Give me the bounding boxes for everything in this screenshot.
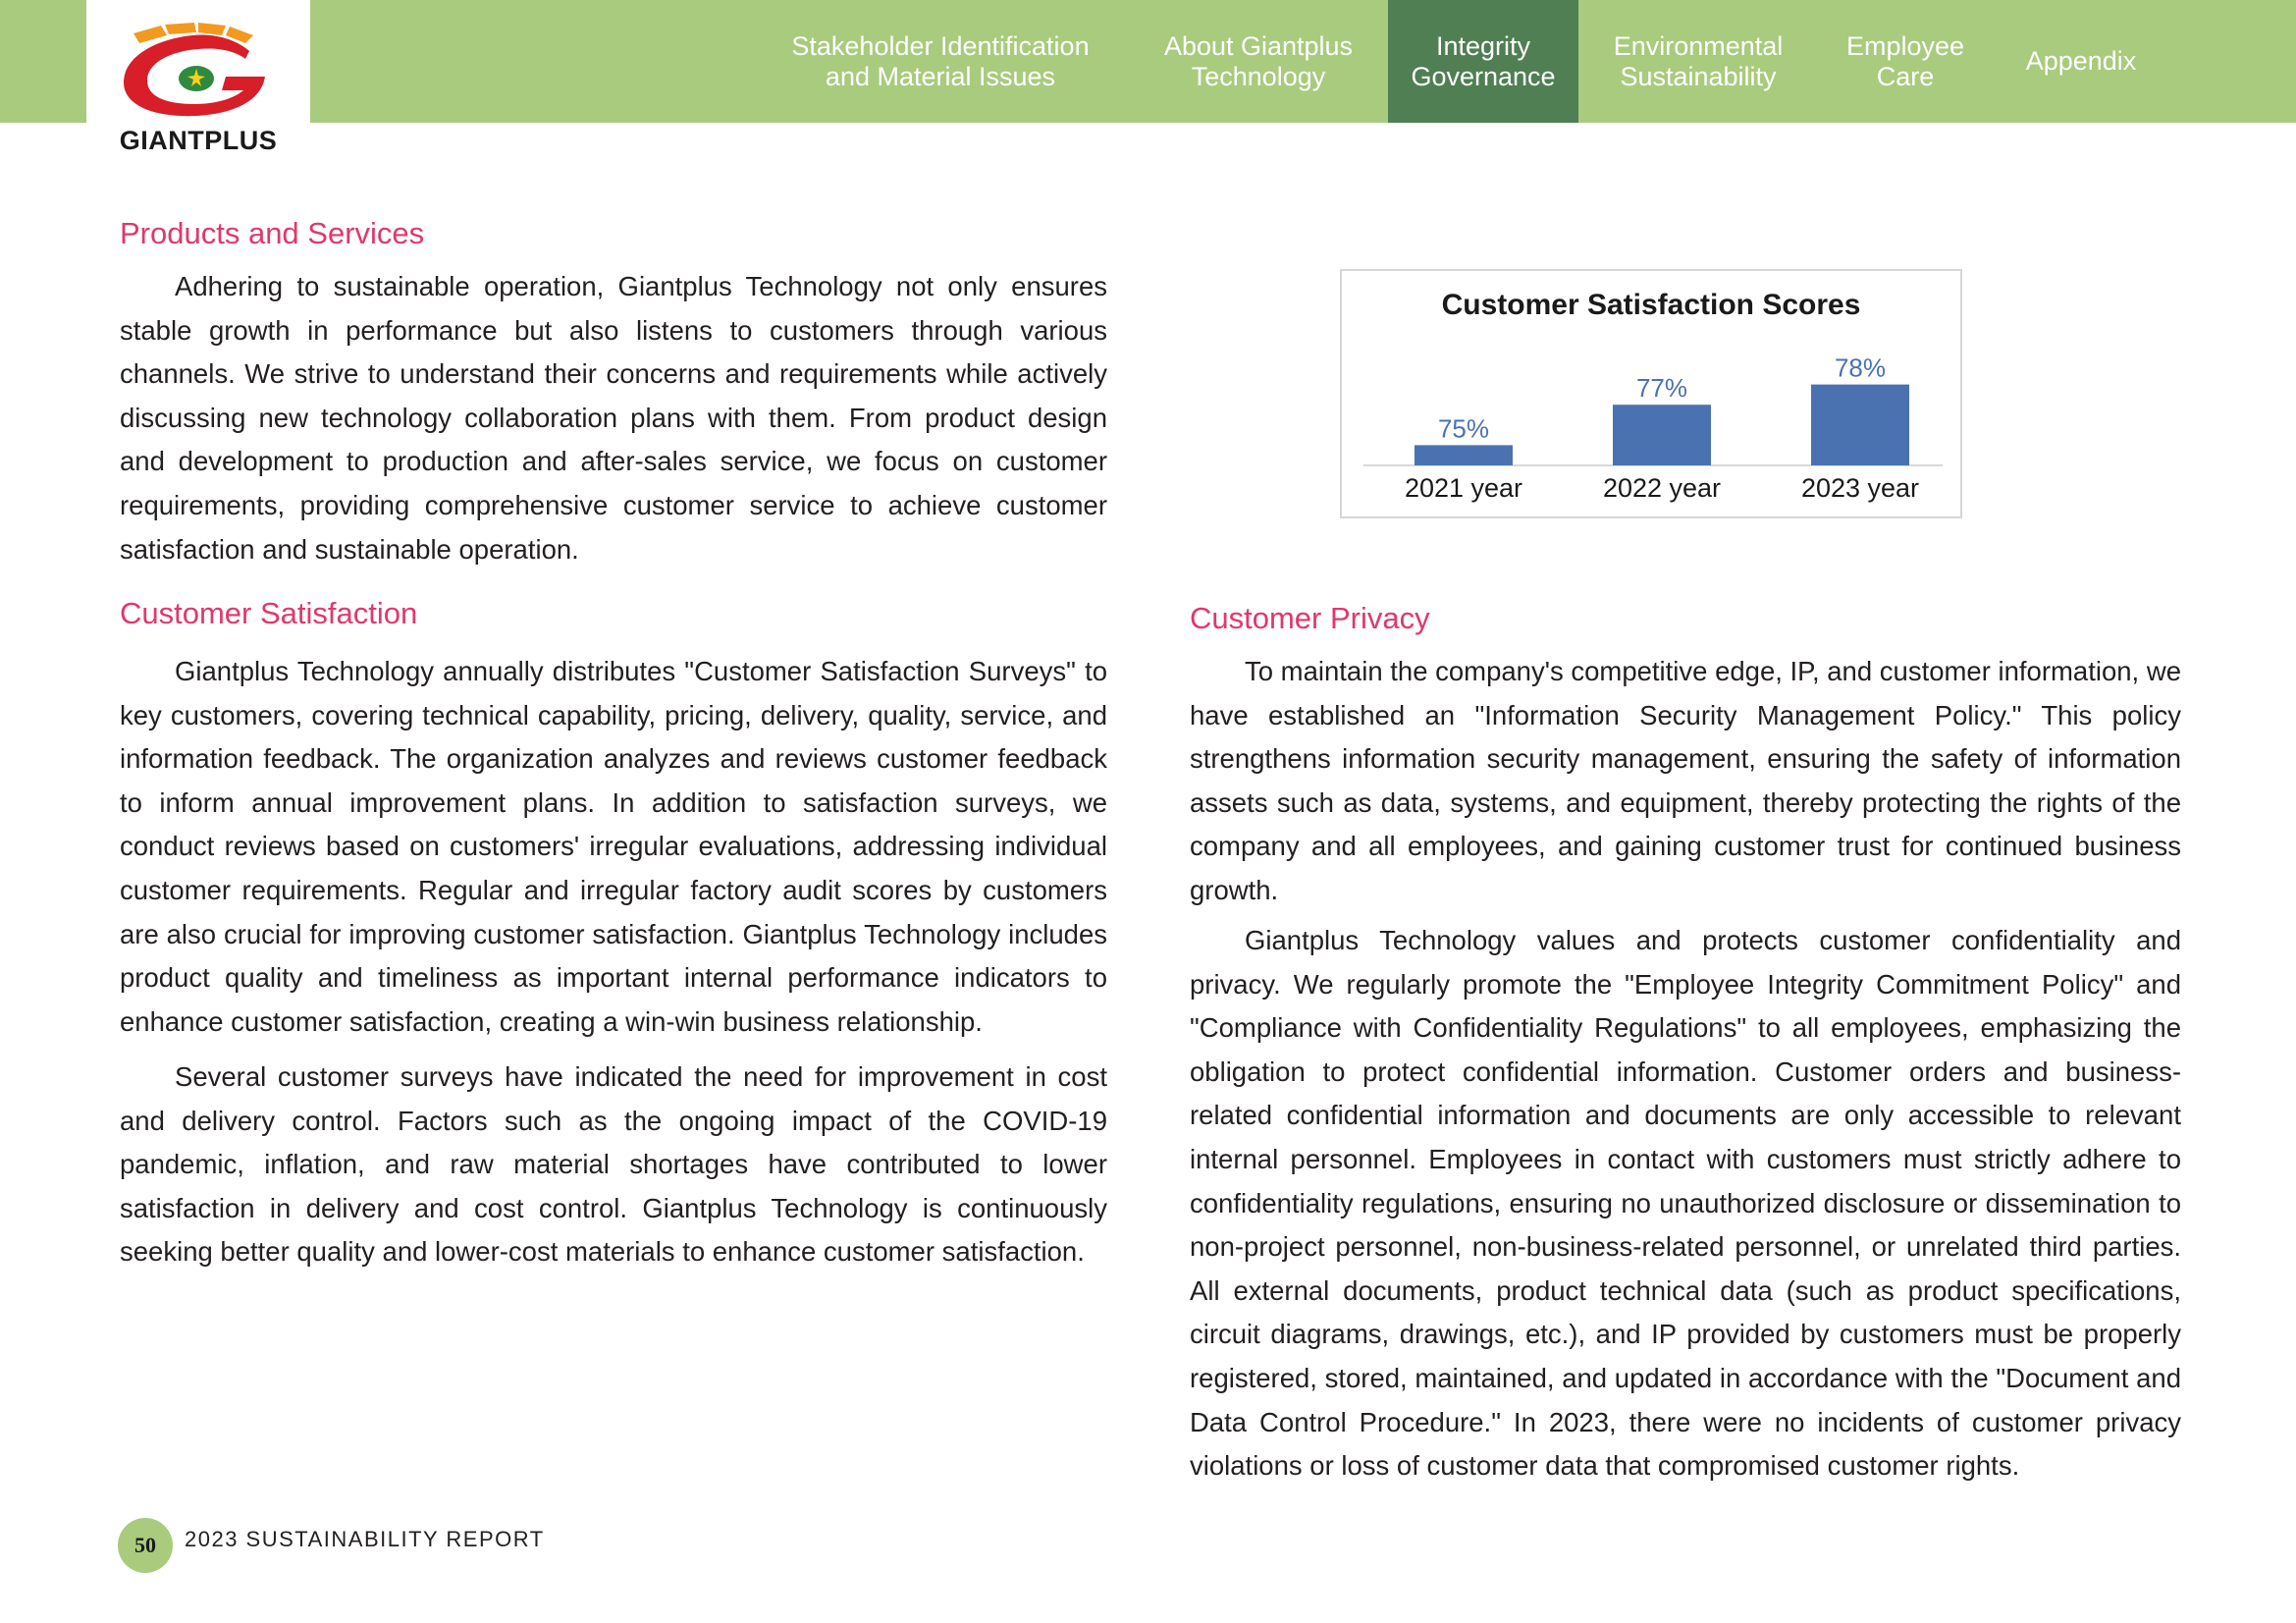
chart-category-label: 2023 year (1800, 473, 1920, 503)
products-services-heading: Products and Services (120, 216, 425, 250)
customer-privacy-paragraph-1: To maintain the company's competitive edge, IP, and customer information, we have established an "Information Security Management Policy." This policy strengthens information security management, ensuring the safety of information assets such as data, systems, and equipment, thereby protecting the rights of the company and all employees, and gaining customer trust for continued business growth. (1190, 656, 2181, 905)
nav-label: Integrity Governance (1411, 30, 1556, 91)
customer-satisfaction-paragraph-1: Giantplus Technology annually distributes "Customer Satisfaction Surveys" to key customers, covering technical capability, pricing, delivery, quality, service, and information feedback. The organization analyzes and reviews customer feedback to inform annual improvement plans. In addition to satisfaction surveys, we conduct reviews based on customers' irregular evaluations, addressing individual customer requirements. Regular and irregular factory audit scores by customers are also crucial for improving customer satisfaction. Giantplus Technology includes product quality and timeliness as important internal performance indicators to enhance customer satisfaction, creating a win-win business relationship. (120, 656, 1107, 1037)
nav-appendix[interactable] (2002, 0, 2160, 123)
chart-bar (1415, 445, 1513, 465)
chart-title: Customer Satisfaction Scores (1441, 289, 1861, 321)
chart-category-label: 2021 year (1404, 473, 1523, 503)
customer-privacy-paragraph-2: Giantplus Technology values and protects customer confidentiality and privacy. We regularly promote the "Employee Integrity Commitment Policy" and "Compliance with Confidentiality Regulations" to all employees, emphasizing the obligation to protect confidential information. Customer orders and business-related confidential information and documents are only accessible to relevant internal personnel. Employees in contact with customers must strictly adhere to confidentiality regulations, ensuring no unauthorized disclosure or dissemination to non-project personnel, non-business-related personnel, or unrelated third parties. All external documents, product technical data (such as product specifications, circuit diagrams, drawings, etc.), and IP provided by customers must be properly registered, stored, maintained, and updated in accordance with the "Document and Data Control Procedure." In 2023, there were no incidents of customer privacy violations or loss of customer data that compromised customer rights. (1190, 925, 2181, 1482)
nav-stakeholder-identification[interactable] (768, 0, 1113, 123)
nav-about-giantplus[interactable] (1131, 0, 1386, 123)
brand-name: GIANTPLUS (119, 126, 278, 155)
nav-label: Environmental Sustainability (1613, 30, 1784, 91)
nav-environmental-sustainability[interactable] (1580, 0, 1816, 123)
nav-label: Employee Care (1845, 30, 1965, 91)
chart-data-label: 77% (1635, 373, 1688, 404)
chart-plot-area (1342, 271, 1960, 516)
chart-data-label: 75% (1437, 413, 1490, 444)
customer-privacy-heading: Customer Privacy (1190, 601, 1430, 635)
products-services-paragraph: Adhering to sustainable operation, Giantplus Technology not only ensures stable growth in performance but also listens to customers through various channels. We strive to understand their concerns and requirements while actively discussing new technology collaboration plans with them. From product design and development to production and after-sales service, we focus on customer requirements, providing comprehensive customer service to achieve customer satisfaction and sustainable operation. (120, 271, 1107, 565)
page-number-badge: 50 (118, 1518, 173, 1573)
customer-satisfaction-chart (1340, 269, 1962, 518)
chart-category-label: 2022 year (1602, 473, 1722, 503)
customer-satisfaction-heading: Customer Satisfaction (120, 596, 418, 630)
report-title: 2023 SUSTAINABILITY REPORT (185, 1527, 545, 1551)
chart-data-label: 78% (1834, 352, 1887, 383)
nav-label: Stakeholder Identification and Material Issues (791, 30, 1090, 91)
customer-satisfaction-paragraph-2: Several customer surveys have indicated the need for improvement in cost and delivery control. Factors such as the ongoing impact of the COVID-19 pandemic, inflation, and raw material shortages have contributed to lower satisfaction in delivery and cost control. Giantplus Technology is continuously seeking better quality and lower-cost materials to enhance customer satisfaction. (120, 1061, 1107, 1268)
nav-employee-care[interactable] (1826, 0, 1985, 123)
chart-bar (1613, 405, 1711, 465)
brand-logo-area[interactable] (86, 0, 310, 162)
giantplus-logo-icon (116, 22, 273, 120)
nav-integrity-governance[interactable] (1388, 0, 1578, 123)
chart-bar (1811, 385, 1909, 465)
nav-label: Appendix (2025, 46, 2137, 76)
nav-label: About Giantplus Technology (1163, 30, 1354, 91)
